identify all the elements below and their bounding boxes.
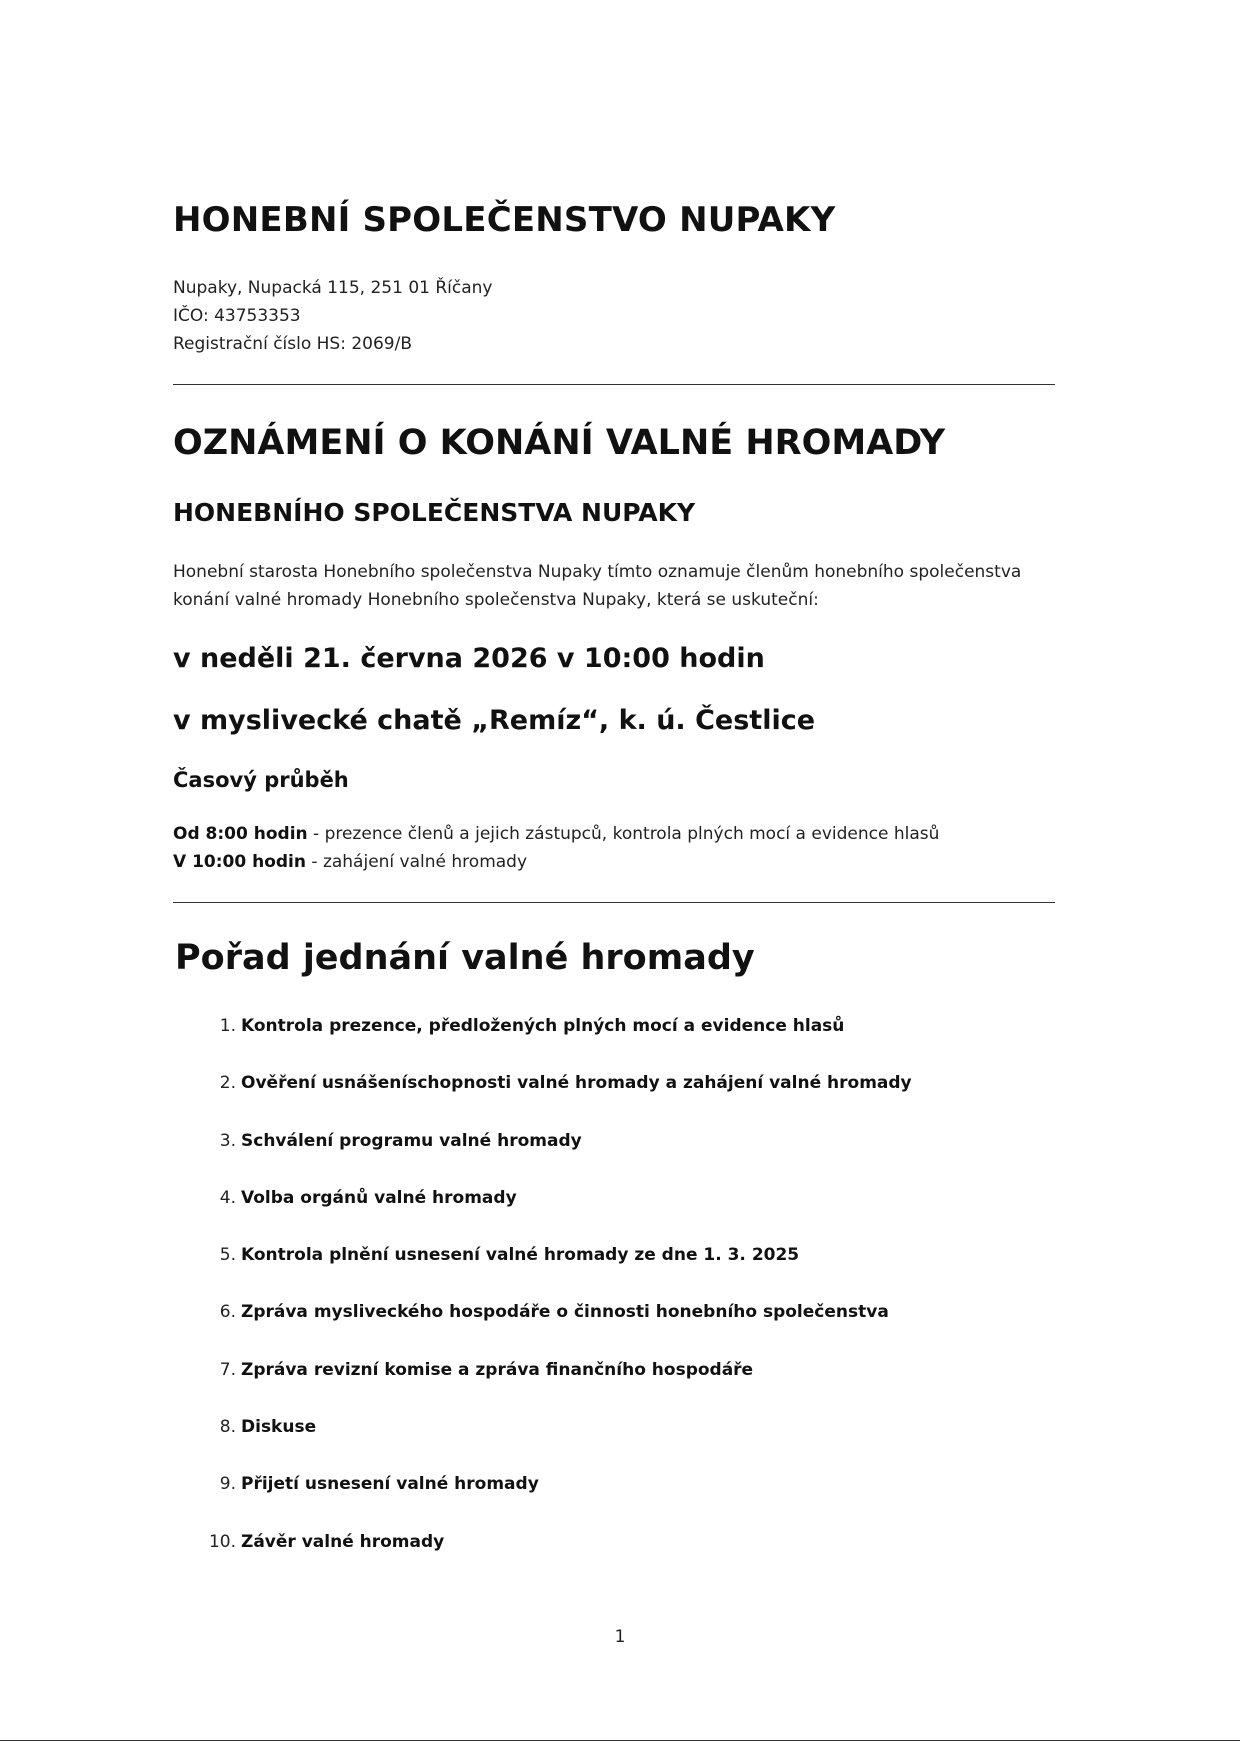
agenda-item-number: 3.	[219, 1130, 236, 1151]
agenda-item-number: 6.	[219, 1302, 236, 1323]
agenda-item-text: Kontrola plnění usnesení valné hromady ze dne 1. 3. 2025	[241, 1245, 800, 1266]
notice-intro: Honební starosta Honebního společenstva Nupaky tímto oznamuje členům honebního společenstva konání valné hromady Honebního společenstva Nupaky, která se uskuteční:	[173, 562, 1022, 610]
agenda-list	[200, 1012, 912, 1585]
agenda-item-text: Přijetí usnesení valné hromady	[241, 1474, 539, 1495]
agenda-item-number: 1.	[219, 1016, 236, 1036]
agenda-item-number: 5.	[219, 1245, 236, 1266]
agenda-item-text: Diskuse	[241, 1417, 317, 1438]
schedule-heading: Časový průběh	[173, 768, 349, 792]
organization-registration: Registrační číslo HS: 2069/B	[173, 334, 413, 354]
agenda-item-text: Zpráva revizní komise a zpráva finančního hospodáře	[241, 1359, 754, 1380]
notice-subtitle: HONEBNÍHO SPOLEČENSTVA NUPAKY	[173, 498, 696, 527]
agenda-item-text: Zpráva mysliveckého hospodáře o činnosti honebního společenstva	[241, 1302, 889, 1323]
agenda-item	[200, 1127, 912, 1184]
notice-title: OZNÁMENÍ O KONÁNÍ VALNÉ HROMADY	[173, 423, 946, 463]
event-place: v myslivecké chatě „Remíz“, k. ú. Čestlice	[173, 705, 816, 736]
organization-info	[173, 274, 493, 358]
agenda-item-text: Závěr valné hromady	[241, 1531, 445, 1552]
agenda-item	[200, 1470, 912, 1527]
agenda-item	[200, 1012, 912, 1069]
schedule-row	[173, 820, 939, 848]
agenda-item	[200, 1528, 912, 1585]
agenda-item-number: 9.	[219, 1474, 236, 1495]
agenda-item-number: 7.	[219, 1359, 236, 1380]
agenda-item-number: 8.	[219, 1417, 236, 1438]
agenda-item	[200, 1184, 912, 1241]
agenda-item-number: 2.	[219, 1073, 236, 1094]
event-date: v neděli 21. června 2026 v 10:00 hodin	[173, 643, 765, 674]
divider	[173, 902, 1055, 903]
agenda-item	[200, 1413, 912, 1470]
agenda-item	[200, 1298, 912, 1355]
page-bottom-edge	[0, 1740, 1240, 1741]
schedule-description: - zahájení valné hromady	[306, 852, 528, 872]
schedule-time: Od 8:00 hodin	[173, 824, 308, 844]
agenda-item-text: Kontrola prezence, předložených plných mocí a evidence hlasů	[241, 1016, 845, 1036]
agenda-item-number: 10.	[208, 1531, 236, 1552]
agenda-item-text: Schválení programu valné hromady	[241, 1130, 582, 1151]
page-number: 1	[614, 1627, 626, 1647]
schedule-description: - prezence členů a jejich zástupců, kontrola plných mocí a evidence hlasů	[307, 824, 940, 844]
agenda-item	[200, 1069, 912, 1126]
schedule-row	[173, 848, 939, 876]
organization-name: HONEBNÍ SPOLEČENSTVO NUPAKY	[173, 200, 836, 240]
schedule-time: V 10:00 hodin	[173, 852, 306, 872]
organization-address: Nupaky, Nupacká 115, 251 01 Říčany	[173, 278, 493, 298]
agenda-item	[200, 1241, 912, 1298]
agenda-item-number: 4.	[219, 1187, 236, 1208]
agenda-item-text: Volba orgánů valné hromady	[241, 1187, 517, 1208]
divider	[173, 384, 1055, 385]
schedule	[173, 820, 939, 876]
agenda-item-text: Ověření usnášeníschopnosti valné hromady a zahájení valné hromady	[241, 1073, 912, 1094]
organization-ico: IČO: 43753353	[173, 306, 301, 326]
agenda-title: Pořad jednání valné hromady	[175, 938, 755, 978]
agenda-item	[200, 1356, 912, 1413]
